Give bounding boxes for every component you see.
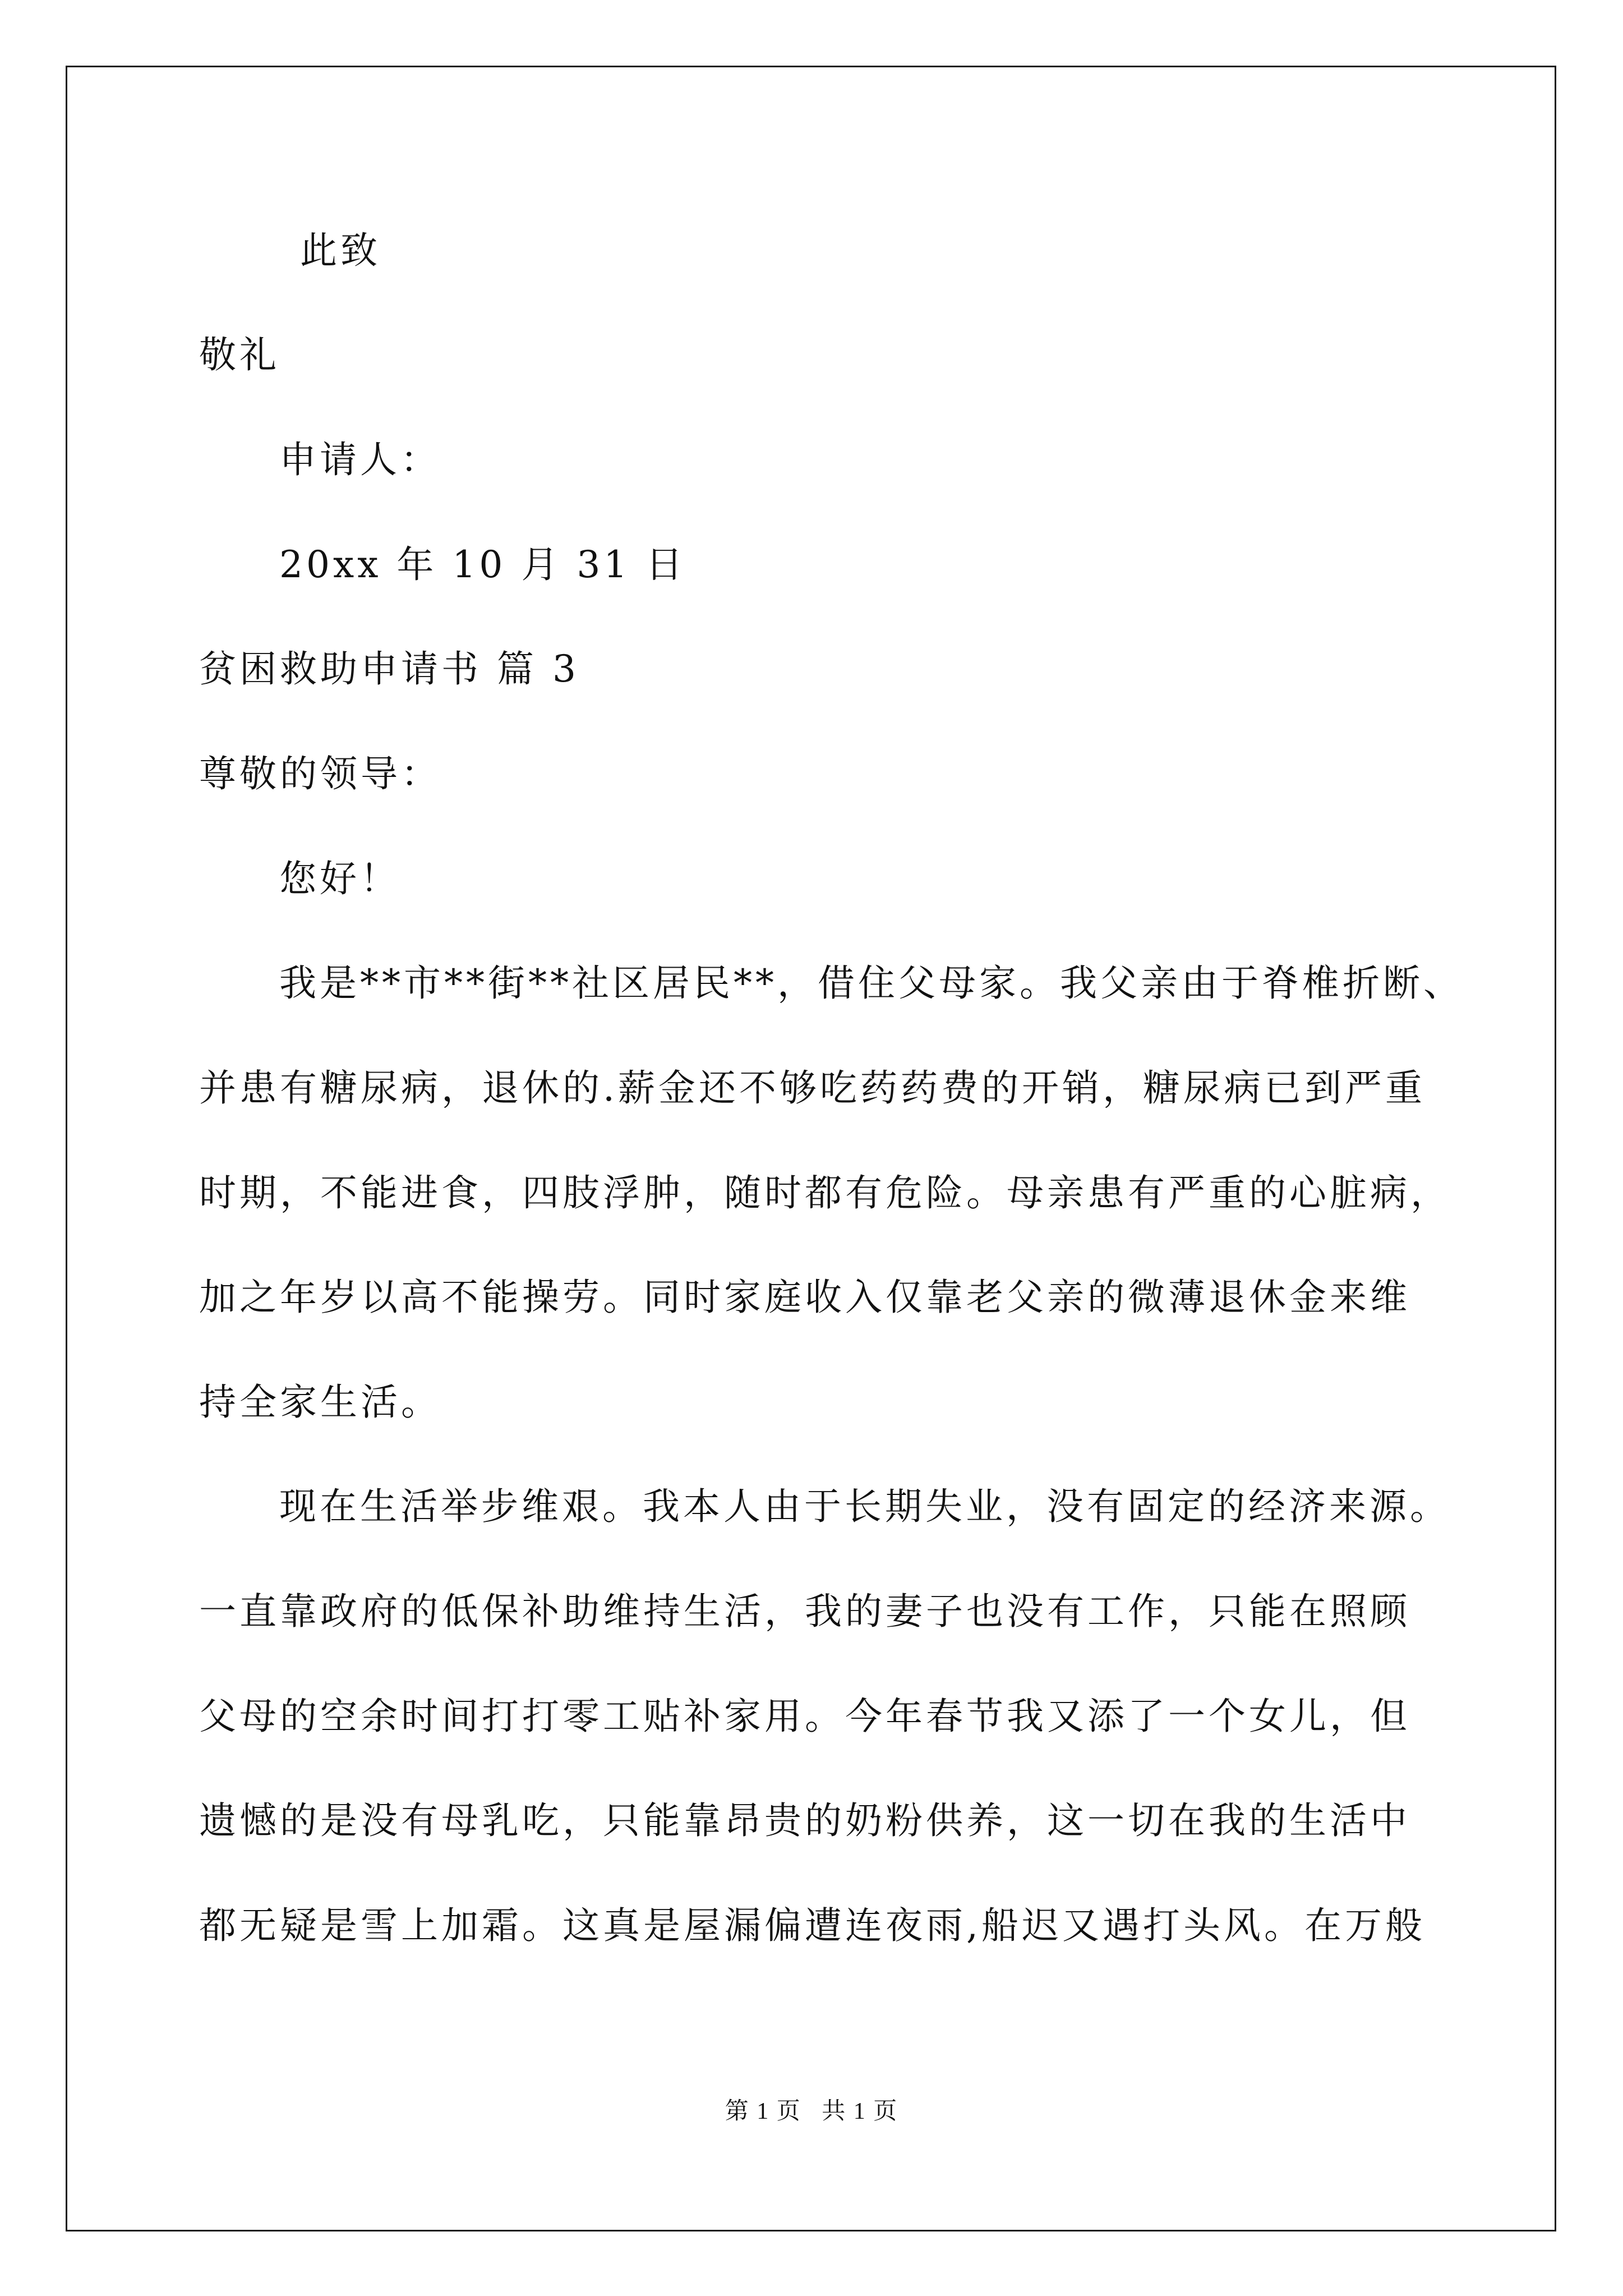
- paragraph-line: 遗憾的是没有母乳吃，只能靠昂贵的奶粉供养，这一切在我的生活中: [199, 1799, 1410, 1842]
- greeting-line: 您好！: [279, 857, 400, 900]
- page-number: 第 1 页: [725, 2099, 801, 2124]
- paragraph-line: 一直靠政府的低保补助维持生活，我的妻子也没有工作，只能在照顾: [199, 1590, 1410, 1633]
- paragraph-line: 并患有糖尿病，退休的.薪金还不够吃药药费的开销，糖尿病已到严重: [199, 1066, 1426, 1110]
- letter-date: 20xx 年 10 月 31 日: [279, 543, 686, 586]
- salute-text: 敬礼: [199, 333, 280, 376]
- paragraph-line: 加之年岁以高不能操劳。同时家庭收入仅靠老父亲的微薄退休金来维: [199, 1276, 1410, 1319]
- page-footer: [0, 2092, 1623, 2126]
- page-total: 共 1 页: [822, 2099, 898, 2124]
- paragraph-line: 父母的空余时间打打零工贴补家用。今年春节我又添了一个女儿，但: [199, 1695, 1410, 1738]
- paragraph-line: 我是**市**街**社区居民**，借住父母家。我父亲由于脊椎折断、: [279, 961, 1464, 1005]
- paragraph-line: 时期，不能进食，四肢浮肿，随时都有危险。母亲患有严重的心脏病，: [199, 1171, 1451, 1214]
- recipient-line: 尊敬的领导：: [199, 752, 441, 795]
- applicant-label: 申请人：: [279, 438, 441, 481]
- closing-text: 此致: [300, 229, 381, 272]
- paragraph-line: 都无疑是雪上加霜。这真是屋漏偏遭连夜雨,船迟又遇打头风。在万般: [199, 1904, 1426, 1947]
- paragraph-line: 持全家生活。: [199, 1381, 441, 1424]
- section-title: 贫困救助申请书 篇 3: [199, 647, 579, 691]
- paragraph-line: 现在生活举步维艰。我本人由于长期失业，没有固定的经济来源。: [279, 1485, 1450, 1528]
